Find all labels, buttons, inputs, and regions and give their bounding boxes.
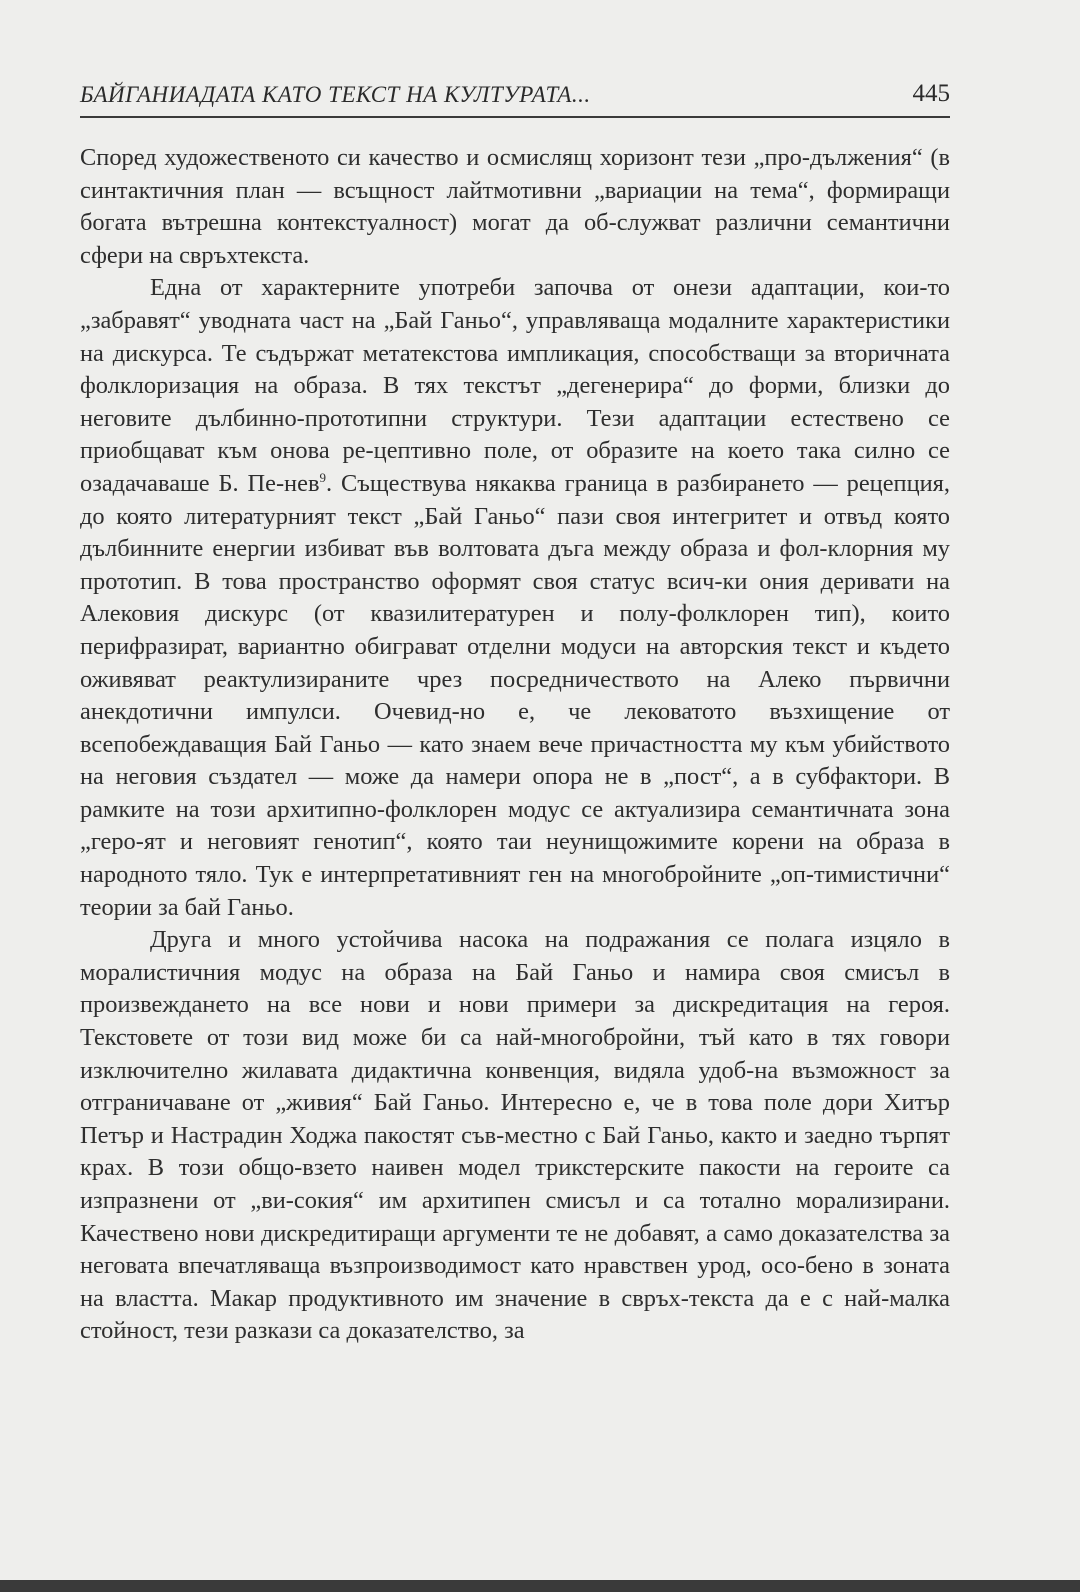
paragraph-2-text-before-note: Една от характерните употреби започва от онези адаптации, кои-то „забравят“ уводната част на „Бай Ганьо“, управляваща модалните характеристики на дискурса. Те съдържат метатекстова импликация, способстващи за вторичната фолклоризация на образа. В тях текстът „дегенерира“ до форми, близки до неговите дълбинно-прототипни структури. Тези адаптации естествено се приобщават към онова ре-цептивно поле, от образите на което така силно се озадачаваше Б. Пе-нев [80, 274, 950, 497]
page-header [80, 80, 950, 118]
scan-bottom-edge [0, 1580, 1080, 1592]
running-head: БАЙГАНИАДАТА КАТО ТЕКСТ НА КУЛТУРАТА... [80, 82, 591, 107]
paragraph-1: Според художественото си качество и осмислящ хоризонт тези „про-дължения“ (в синтактичния план — всъщност лайтмотивни „вариации на тема“, формиращи богата вътрешна контекстуалност) могат да об-служват различни семантични сфери на свръхтекста. [80, 144, 950, 269]
footnote-reference: 9 [319, 469, 326, 485]
body-text [80, 142, 950, 1348]
paragraph-2-text-after-note: . Съществува някаква граница в разбирането — рецепция, до която литературният текст „Бай Ганьо“ пази своя интегритет и отвъд която дълбинните енергии избиват във волтовата дъга между образа и фол-клорния му прототип. В това пространство оформят своя статус всич-ки ония деривати на Алековия дискурс (от квазилитературен и полу-фолклорен тип), които перифразират, вариантно обиграват отделни модуси на авторския текст и където оживяват реактулизираните чрез посредничеството на Алеко първични анекдотични импулси. Очевид-но е, че лековатото възхищение от всепобеждаващия Бай Ганьо — като знаем вече причастността му към убийството на неговия създател — може да намери опора не в „пост“, а в субфактори. В рамките на този архитипно-фолклорен модус се актуализира семантичната зона „геро-ят и неговият генотип“, която таи неунищожимите корени на образа в народното тяло. Тук е интерпретативният ген на многобройните „оп-тимистични“ теории за бай Ганьо. [80, 469, 950, 921]
page-number: 445 [912, 80, 950, 107]
paragraph-3: Друга и много устойчива насока на подражания се полага изцяло в моралистичния модус на образа на Бай Ганьо и намира своя смисъл в произвеждането на все нови и нови примери за дискредитация на героя. Текстовете от този вид може би са най-многобройни, тъй като в тях говори изключително жилавата дидактична конвенция, видяла удоб-на възможност за отграничаване от „живия“ Бай Ганьо. Интересно е, че в това поле дори Хитър Петър и Настрадин Ходжа пакостят съв-местно с Бай Ганьо, както и заедно търпят крах. В този общо-взето наивен модел трикстерските пакости на героите са изпразнени от „ви-сокия“ им архитипен смисъл и са тотално морализирани. Качествено нови дискредитиращи аргументи те не добавят, а само доказателства за неговата впечатляваща възпроизводимост като нравствен урод, осо-бено в зоната на властта. Макар продуктивното им значение в свръх-текста да е с най-малка стойност, тези разкази са доказателство, за [80, 926, 950, 1345]
paragraph-2 [80, 272, 950, 924]
